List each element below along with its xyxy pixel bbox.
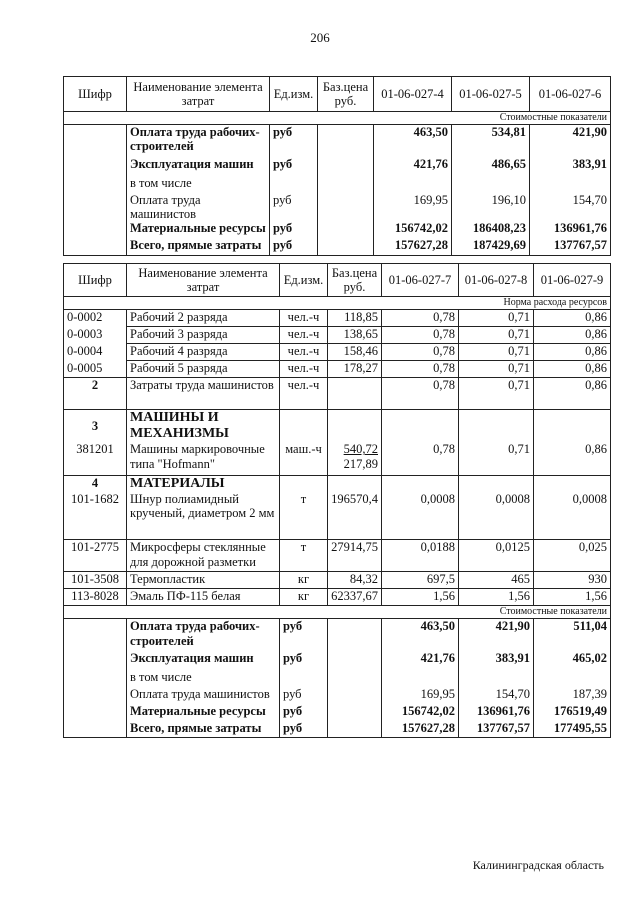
header-price: Баз.цена руб. [318,77,374,112]
resources-label: Норма расхода ресурсов [64,297,611,310]
row-value: 0,0008 [382,492,459,540]
table-row [64,475,611,492]
table-row [64,410,611,443]
row-unit: руб [270,193,318,222]
row-value: 421,76 [382,651,459,670]
section-row [64,112,611,125]
row-value: 156742,02 [374,221,452,238]
row-value: 0,86 [534,327,611,344]
row-price: 62337,67 [328,589,382,606]
row-value: 0,86 [534,344,611,361]
row-value: 154,70 [530,193,611,222]
row-code: 113-8028 [64,589,127,606]
section-label: Стоимостные показатели [64,112,611,125]
row-price: 158,46 [328,344,382,361]
row-name: Рабочий 2 разряда [127,310,280,327]
row-value: 169,95 [382,687,459,704]
row-value: 136961,76 [459,704,534,721]
row-code: 3 [64,410,127,443]
table-row [64,619,611,651]
row-value: 0,71 [459,327,534,344]
row-price: 196570,4 [328,492,382,540]
row-name: Рабочий 4 разряда [127,344,280,361]
row-value: 463,50 [382,619,459,651]
footer-region: Калининградская область [472,858,604,872]
row-value: 0,0008 [534,492,611,540]
row-value: 0,71 [459,378,534,410]
section-row [64,297,611,310]
table-row [64,670,611,687]
row-value: 187429,69 [452,238,530,255]
table-row [64,492,611,540]
row-value: 0,78 [382,361,459,378]
row-name: Эмаль ПФ-115 белая [127,589,280,606]
row-unit: чел.-ч [280,361,328,378]
row-value: 156742,02 [382,704,459,721]
header-unit: Ед.изм. [280,264,328,297]
row-value: 137767,57 [459,721,534,738]
row-value: 0,71 [459,361,534,378]
row-unit: чел.-ч [280,310,328,327]
header-col2: 01-06-027-8 [459,264,534,297]
table-row [64,378,611,410]
row-name: Оплата труда рабочих-строителей [127,619,280,651]
row-value: 187,39 [534,687,611,704]
cost-table-1 [63,76,611,256]
row-value: 0,78 [382,327,459,344]
table-row [64,687,611,704]
table-row [64,157,611,176]
table-row [64,442,611,475]
row-value: 177495,55 [534,721,611,738]
row-name: Эксплуатация машин [127,651,280,670]
header-col3: 01-06-027-6 [530,77,611,112]
header-code: Шифр [64,264,127,297]
row-value: 0,0008 [459,492,534,540]
row-unit: руб [280,687,328,704]
row-value: 421,90 [459,619,534,651]
table-row [64,193,611,222]
table-row [64,310,611,327]
row-name: Эксплуатация машин [127,157,270,176]
row-value: 136961,76 [530,221,611,238]
row-unit: кг [280,589,328,606]
row-value: 169,95 [374,193,452,222]
row-name: Оплата труда рабочих-строителей [127,125,270,157]
table-row [64,572,611,589]
row-name: Затраты труда машинистов [127,378,280,410]
row-code: 381201 [64,442,127,475]
row-value: 196,10 [452,193,530,222]
row-price: 27914,75 [328,540,382,572]
row-unit: чел.-ч [280,344,328,361]
row-value: 486,65 [452,157,530,176]
row-value: 1,56 [459,589,534,606]
row-value: 0,78 [382,344,459,361]
row-unit: руб [280,721,328,738]
row-value: 511,04 [534,619,611,651]
row-name: Шнур полиамидный крученый, диаметром 2 мм [127,492,280,540]
header-col1: 01-06-027-7 [382,264,459,297]
row-value: 0,0188 [382,540,459,572]
row-value: 137767,57 [530,238,611,255]
resource-table-2 [63,263,611,738]
row-value: 1,56 [382,589,459,606]
header-col2: 01-06-027-5 [452,77,530,112]
table-row [64,238,611,255]
row-value: 0,86 [534,361,611,378]
row-value: 465 [459,572,534,589]
row-code: 101-2775 [64,540,127,572]
section-label: Стоимостные показатели [64,606,611,619]
row-value: 157627,28 [374,238,452,255]
row-code: 0-0002 [64,310,127,327]
row-value: 0,86 [534,378,611,410]
table-row [64,344,611,361]
row-code: 101-3508 [64,572,127,589]
header-name: Наименование элемента затрат [127,264,280,297]
table-row [64,589,611,606]
table-row [64,721,611,738]
row-name: Оплата труда машинистов [127,193,270,222]
row-code: 0-0004 [64,344,127,361]
row-price: 138,65 [328,327,382,344]
row-price: 84,32 [328,572,382,589]
row-value: 157627,28 [382,721,459,738]
row-value: 0,0125 [459,540,534,572]
row-price-secondary: 217,89 [343,456,378,471]
section-heading: МАТЕРИАЛЫ [127,475,280,492]
row-value: 421,90 [530,125,611,157]
row-price: 178,27 [328,361,382,378]
section-heading: МАШИНЫ И МЕХАНИЗМЫ [127,410,280,443]
table-row [64,540,611,572]
row-value: 1,56 [534,589,611,606]
row-value: 0,86 [534,310,611,327]
row-name: Рабочий 3 разряда [127,327,280,344]
row-value: 0,78 [382,378,459,410]
row-unit: т [280,492,328,540]
row-value: 0,71 [459,442,534,475]
table-row [64,176,611,193]
row-value: 0,78 [382,310,459,327]
row-value: 421,76 [374,157,452,176]
row-value: 534,81 [452,125,530,157]
row-unit: руб [280,704,328,721]
row-unit: т [280,540,328,572]
table-header-row [64,264,611,297]
row-value: 0,71 [459,344,534,361]
row-unit: руб [270,221,318,238]
row-unit: руб [270,238,318,255]
row-value: 0,86 [534,442,611,475]
row-unit: маш.-ч [280,442,328,475]
header-col1: 01-06-027-4 [374,77,452,112]
row-value: 383,91 [530,157,611,176]
row-value: 186408,23 [452,221,530,238]
row-value: 0,71 [459,310,534,327]
row-value: 463,50 [374,125,452,157]
row-name: Материальные ресурсы [127,704,280,721]
row-value: 0,025 [534,540,611,572]
row-name: Микросферы стеклянные для дорожной разметки [127,540,280,572]
table-row [64,704,611,721]
header-price: Баз.цена руб. [328,264,382,297]
row-name: в том числе [127,176,270,193]
header-code: Шифр [64,77,127,112]
table-row [64,221,611,238]
row-value: 0,78 [382,442,459,475]
header-col3: 01-06-027-9 [534,264,611,297]
row-price: 118,85 [328,310,382,327]
row-name: Всего, прямые затраты [127,721,280,738]
row-value: 697,5 [382,572,459,589]
page-number: 206 [310,30,330,45]
row-value: 465,02 [534,651,611,670]
row-unit: кг [280,572,328,589]
row-code: 101-1682 [64,492,127,540]
row-name: Рабочий 5 разряда [127,361,280,378]
row-name: Оплата труда машинистов [127,687,280,704]
header-name: Наименование элемента затрат [127,77,270,112]
row-value: 176519,49 [534,704,611,721]
row-name: Материальные ресурсы [127,221,270,238]
row-name: Термопластик [127,572,280,589]
header-unit: Ед.изм. [270,77,318,112]
row-value: 154,70 [459,687,534,704]
section-row [64,606,611,619]
row-unit: руб [270,125,318,157]
row-price: 540,72 [343,442,378,457]
table-row [64,651,611,670]
row-value: 930 [534,572,611,589]
row-value: 383,91 [459,651,534,670]
row-unit: руб [280,619,328,651]
row-name: в том числе [127,670,280,687]
row-code: 4 [64,475,127,492]
table-row [64,361,611,378]
row-unit: руб [280,651,328,670]
row-name: Машины маркировочные типа "Hofmann" [127,442,280,475]
row-unit: чел.-ч [280,327,328,344]
table-header-row [64,77,611,112]
row-name: Всего, прямые затраты [127,238,270,255]
row-code: 0-0005 [64,361,127,378]
table-row [64,327,611,344]
row-code: 0-0003 [64,327,127,344]
row-unit: руб [270,157,318,176]
table-row [64,125,611,157]
row-unit: чел.-ч [280,378,328,410]
row-code: 2 [64,378,127,410]
